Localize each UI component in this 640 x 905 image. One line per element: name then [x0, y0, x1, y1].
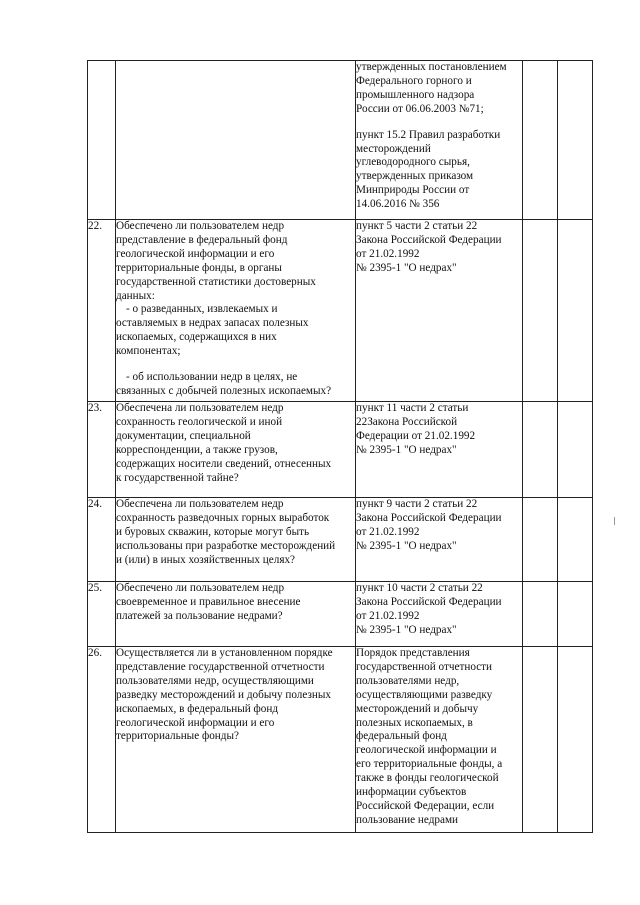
- reference-cell: [356, 582, 523, 647]
- question-line: содержащих носители сведений, отнесенных: [116, 457, 332, 470]
- reference-line: информации субъектов: [356, 786, 467, 799]
- reference-line: № 2395-1 "О недрах": [356, 539, 457, 552]
- reference-line: Федерального горного и: [356, 74, 472, 87]
- checklist-table: [87, 60, 593, 833]
- question-line: геологической информации и его: [116, 716, 275, 729]
- checklist-row: [88, 61, 593, 220]
- question-line: Осуществляется ли в установленном порядке: [116, 647, 333, 659]
- row-number: 24.: [88, 498, 116, 582]
- reference-line: его территориальные фонды, а: [356, 758, 503, 771]
- question-line: использованы при разработке месторождений: [116, 539, 336, 552]
- empty-mark-cell: [523, 61, 558, 220]
- question-line: ископаемых, содержащихся в них: [116, 331, 277, 344]
- reference-line: Закона Российской Федерации: [356, 595, 502, 608]
- reference-line: углеводородного сырья,: [356, 156, 470, 169]
- reference-line: пункт 9 части 2 статьи 22: [356, 498, 478, 510]
- reference-cell: [356, 61, 523, 220]
- question-cell: [116, 498, 356, 582]
- question-line: пользователями недр, осуществляющими: [116, 674, 314, 687]
- question-line: территориальные фонды, в органы: [116, 261, 282, 274]
- reference-line: промышленного надзора: [356, 88, 475, 101]
- reference-line: осуществляющими разведку: [356, 688, 493, 701]
- empty-mark-cell: [558, 402, 593, 498]
- question-line: Обеспечена ли пользователем недр: [116, 498, 284, 510]
- question-line: государственной статистики достоверных: [116, 275, 316, 288]
- reference-line: № 2395-1 "О недрах": [356, 623, 457, 636]
- question-line: компонентах;: [116, 345, 181, 358]
- reference-line: государственной отчетности: [356, 660, 493, 673]
- reference-line: также в фонды геологической: [356, 772, 499, 785]
- empty-mark-cell: [558, 61, 593, 220]
- reference-line: пользование недрами: [356, 813, 459, 826]
- question-line: геологической информации и его: [116, 247, 275, 260]
- reference-line: пункт 11 части 2 статьи: [356, 402, 469, 414]
- reference-line: Закона Российской Федерации: [356, 511, 502, 524]
- blank-line: [116, 359, 355, 371]
- question-cell: [116, 647, 356, 833]
- reference-line: утвержденных постановлением: [356, 61, 507, 73]
- question-line: документации, специальной: [116, 429, 251, 442]
- empty-mark-cell: [523, 647, 558, 833]
- question-line: данных:: [116, 289, 155, 302]
- question-line: Обеспечена ли пользователем недр: [116, 402, 284, 414]
- reference-cell: [356, 647, 523, 833]
- row-number: [88, 61, 116, 220]
- reference-line: Закона Российской Федерации: [356, 233, 502, 246]
- reference-line: от 21.02.1992: [356, 247, 420, 260]
- empty-mark-cell: [558, 647, 593, 833]
- checklist-body: [88, 61, 593, 833]
- reference-line: № 2395-1 "О недрах": [356, 443, 457, 456]
- question-line: разведку месторождений и добычу полезных: [116, 688, 331, 701]
- question-line: связанных с добычей полезных ископаемых?: [116, 384, 332, 397]
- reference-line: геологической информации и: [356, 744, 497, 757]
- question-line: ископаемых, в федеральный фонд: [116, 702, 279, 715]
- empty-mark-cell: [558, 220, 593, 402]
- reference-line: Федерации от 21.02.1992: [356, 429, 476, 442]
- reference-line: Российской Федерации, если: [356, 799, 495, 812]
- question-line: и (или) в иных хозяйственных целях?: [116, 553, 296, 566]
- reference-line: пункт 15.2 Правил разработки: [356, 128, 501, 141]
- reference-line: России от 06.06.2003 №71;: [356, 102, 484, 115]
- reference-cell: [356, 220, 523, 402]
- question-line: представление в федеральный фонд: [116, 233, 288, 246]
- question-line: и буровых скважин, которые могут быть: [116, 525, 310, 538]
- reference-line: пункт 5 части 2 статьи 22: [356, 220, 478, 232]
- reference-line: пункт 10 части 2 статьи 22: [356, 582, 483, 594]
- question-line: оставляемых в недрах запасах полезных: [116, 317, 309, 330]
- reference-line: Минприроды России от: [356, 184, 470, 197]
- question-line: Обеспечено ли пользователем недр: [116, 582, 285, 594]
- row-number: 23.: [88, 402, 116, 498]
- reference-line: № 2395-1 "О недрах": [356, 261, 457, 274]
- reference-cell: [356, 402, 523, 498]
- empty-mark-cell: [523, 220, 558, 402]
- checklist-row: [88, 582, 593, 647]
- reference-line: месторождений: [356, 142, 431, 155]
- reference-line: Порядок представления: [356, 647, 470, 659]
- question-line: - о разведанных, извлекаемых и: [126, 303, 278, 316]
- checklist-row: [88, 402, 593, 498]
- row-number: 26.: [88, 647, 116, 833]
- margin-mark: [614, 517, 615, 525]
- blank-line: [356, 117, 522, 129]
- reference-line: 14.06.2016 № 356: [356, 198, 440, 211]
- reference-line: полезных ископаемых, в: [356, 716, 473, 729]
- question-line: своевременное и правильное внесение: [116, 595, 301, 608]
- checklist-row: [88, 220, 593, 402]
- reference-line: от 21.02.1992: [356, 609, 420, 622]
- question-line: сохранность геологической и иной: [116, 415, 283, 428]
- reference-line: 22Закона Российской: [356, 415, 458, 428]
- reference-line: от 21.02.1992: [356, 525, 420, 538]
- question-line: корреспонденции, а также грузов,: [116, 443, 278, 456]
- empty-mark-cell: [523, 402, 558, 498]
- empty-mark-cell: [558, 582, 593, 647]
- question-cell: [116, 402, 356, 498]
- question-cell: [116, 582, 356, 647]
- question-line: территориальные фонды?: [116, 730, 239, 743]
- question-line: платежей за пользование недрами?: [116, 609, 283, 622]
- question-line: сохранность разведочных горных выработок: [116, 511, 330, 524]
- reference-line: месторождений и добычу: [356, 702, 479, 715]
- row-number: 22.: [88, 220, 116, 402]
- question-line: - об использовании недр в целях, не: [126, 371, 298, 384]
- reference-line: федеральный фонд: [356, 730, 447, 743]
- row-number: 25.: [88, 582, 116, 647]
- question-line: представление государственной отчетности: [116, 660, 325, 673]
- checklist-row: [88, 647, 593, 833]
- empty-mark-cell: [523, 498, 558, 582]
- question-line: Обеспечено ли пользователем недр: [116, 220, 285, 232]
- reference-cell: [356, 498, 523, 582]
- empty-mark-cell: [523, 582, 558, 647]
- question-cell: [116, 61, 356, 220]
- empty-mark-cell: [558, 498, 593, 582]
- question-line: к государственной тайне?: [116, 471, 239, 484]
- reference-line: утвержденных приказом: [356, 170, 474, 183]
- question-cell: [116, 220, 356, 402]
- reference-line: пользователями недр,: [356, 674, 460, 687]
- checklist-row: [88, 498, 593, 582]
